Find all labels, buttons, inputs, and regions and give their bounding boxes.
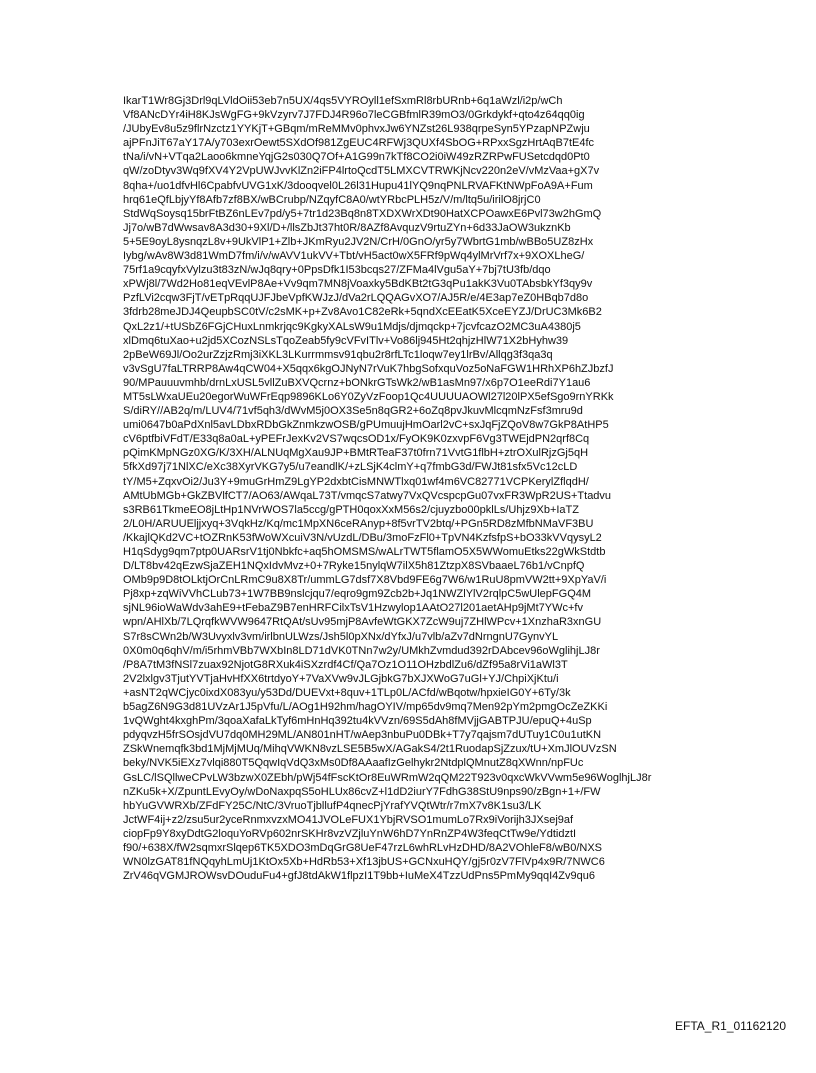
text-line: OMb9p9D8tOLktjOrCnLRmC9u8X8Tr/ummLG7dsf7X8Vbd9FE6g7W6/w1RuU8pmVW2tt+9XpYaV/i: [123, 574, 607, 587]
text-line: xPWj8l/7Wd2Ho81eqVEvlP8Ae+Vv9qm7MN8jVoaxky5BdKBt2tG3qPu1akK3Vu0TAbsbkYf3qy9v: [123, 278, 593, 291]
text-line: QxL2z1/+tUSbZ6FGjCHuxLnmkrjqc9KgkyXALsW9u1Mdjs/djmqckp+7jcvfcazO2MC3uA4380j5: [123, 320, 581, 333]
text-line: xlDmq6tuXao+u2jd5XCozNSLsTqoZeab5fy9cVFvITlv+Vo86lj945Ht2qhjzHlW71X2bHyhw39: [123, 334, 569, 347]
text-line: Pj8xp+zqWiVVhCLub73+1W7BB9nslcjqu7/eqro9gm9Zcb2b+Jq1NWZlYlV2rqlpC5wUlepFGQ4M: [123, 588, 592, 601]
text-line: hbYuGVWRXb/ZFdFY25C/NtC/3VruoTjbllufP4qnecPjYrafYVQtWtr/r7mX7v8K1su3/LK: [123, 799, 542, 812]
text-line: s3RB61TkmeEO8jLtHp1NVrWOS7la5ccg/gPTH0qoxXxM56s2/cjuyzbo00pklLs/Uhjz9Xb+IaTZ: [123, 503, 579, 516]
text-line: ZSkWnemqfk3bd1MjMjMUq/MihqVWKN8vzLSE5B5wX/AGakS4/2t1RuodapSjZzux/tU+XmJlOUVzSN: [123, 743, 617, 756]
text-line: 1vQWght4kxghPm/3qoaXafaLkTyf6mHnHq392tu4kVVzn/69S5dAh8fMVjjGABTPJU/epuQ+4uSp: [123, 715, 592, 728]
text-line: 8qha+/uo1dfvHl6CpabfvUVG1xK/3dooqvel0L26l31Hupu41lYQ9nqPNLRVAFKtNWpFoA9A+Fum: [123, 179, 593, 192]
text-line: ZrV46qVGMJROWsvDOuduFu4+gfJ8tdAkW1flpzI1T9bb+IuMeX4TzzUdPns5PmMy9qqI4Zv9qu6: [123, 870, 595, 883]
text-line: pQimKMpNGz0XG/K/3XH/ALNUqMgXau9JP+BMtRTeaF37t0frn71VvtG1flbH+ztrOXulRjzGj5qH: [123, 447, 589, 460]
text-line: D/LT8bv42qEzwSjaZEH1NQxIdvMvz+0+7Ryke15nylqW7ilX5h81ZtzpX8SVbaaeL76b1/vCnpfQ: [123, 560, 585, 573]
text-line: 75rf1a9cqyfxVylzu3t83zN/wJq8qry+0PpsDfk1I53bcqs27/ZFMa4lVgu5aY+7bj7tU3fb/dqo: [123, 264, 551, 277]
text-line: H1qSdyg9qm7ptp0UARsrV1tj0Nbkfc+aq5hOMSMS/wALrTWT5flamO5X5WWomuEtks22gWkStdtb: [123, 546, 606, 558]
text-line: /JUbyEv8u5z9flrNzctz1YYKjT+GBqm/mReMMv0phvxJw6YNZst26L938qrpeSyn5YPzapNPZwju: [123, 123, 590, 136]
text-line: +asNT2qWCjyc0ixdX083yu/y53Dd/DUEVxt+8quv+1TLp0L/ACfd/wBqotw/hpxieIG0Y+6Ty/3k: [123, 686, 571, 699]
text-line: GsLC/lSQllweCPvLW3bzwX0ZEbh/pWj54fFscKtOr8EuWRmW2qQM22T923v0qxcWkVVwm5e96WoglhjLJ8r: [123, 771, 652, 784]
text-line: 5+5E9oyL8ysnqzL8v+9UkVlP1+Zlb+JKmRyu2JV2N/CrH/0GnO/yr5y7WbrtG1mb/wBBo5UZ8zHx: [123, 235, 594, 248]
text-line: PzfLVi2cqw3FjT/vETpRqqUJFJbeVpfKWJzJ/dVa2rLQQAGvXO7/AJ5R/e/4E3ap7eZ0HBqb7d8o: [123, 292, 589, 305]
text-line: f90/+638X/fW2sqmxrSlqep6TK5XDO3mDqGrG8UeF47rzL6whRLvHzDHD/8A2VOhleF8/wB0/NXS: [123, 841, 602, 854]
text-line: MT5sLWxaUEu20egorWuWFrEqp9896KLo6Y0ZyVzFoop1Qc4UUUUAOWl27l20lPX5efSgo9rnYRKk: [123, 390, 614, 403]
text-line: Jj7o/wB7dWwsav8A3d30+9Xl/D+/llsZbJt37ht0R/8AZf8AvquzV9rtuZYn+6d33JaOW3ukznKb: [123, 221, 571, 234]
encoded-text-block: [123, 94, 703, 883]
text-line: Iybg/wAv8W3d81WmD7fm/i/v/wAVV1ukVV+Tbt/vH5act0wX5FRf9pWq4ylMrVrf7x+9XOXLheG/: [123, 250, 585, 263]
text-line: sjNL96ioWaWdv3ahE9+tFebaZ9B7enHRFCilxTsV1Hzwylop1AAtO27l201aetAHp9jMt7YWc+fv: [123, 602, 583, 615]
text-line: 90/MPauuuvmhb/drnLxUSL5vllZuBXVQcrnz+bONkrGTsWk2/wB1asMn97/x6p7O1eeRdi7Y1au6: [123, 376, 591, 389]
text-line: qW/zoDtyv3Wq9fXV4Y2VpUWJvvKlZn2iFP4lrtoQcdT5LMXCVTRWKjNcv220n2eV/vMzVaa+gX7v: [123, 165, 600, 178]
text-line: JctWF4ij+z2/zsu5ur2yceRnmxvzxMO41JVOLeFUX1YbjRVSO1mumLo7Rx9iVorijh3JXsej9af: [123, 813, 574, 826]
text-line: 3fdrb28meJDJ4QeupbSC0tV/c2sMK+p+Zv8Avo1C82eRk+5qndXcEEatK5XceEYZJ/DrUC3Mk6B2: [123, 306, 602, 319]
text-line: pdyqvzH5frSOsjdVU7dq0MH29ML/AN801nHT/wAep3nbuPu0DBk+T7y7qajsm7dUTuy1C0u1utKN: [123, 729, 602, 742]
text-line: tNa/i/vN+VTqa2Laoo6kmneYqjG2s030Q7Of+A1G99n7kTf8CO2i0iW49zRZRPwFUSetcdqd0Pt0: [123, 151, 590, 164]
text-line: 2V2lxlgv3TjutYVTjaHvHfXX6trtdyoY+7VaXVw9vJLGjbkG7bXJXWoG7uGl+YJ/ChpiXjKtu/i: [123, 672, 559, 685]
text-line: cV6ptfbiVFdT/E33q8a0aL+yPEFrJexKv2VS7wqcsOD1x/FyOK9K0zxvpF6Vg3TWEjdPN2qrf8Cq: [123, 433, 590, 446]
text-line: AMtUbMGb+GkZBVlfCT7/AO63/AWqaL73T/vmqcS7atwy7VxQVcspcpGu07vxFR3WpR2US+Ttadvu: [123, 489, 612, 502]
text-line: beky/NVK5iEXz7vlqi880T5QqwIqVdQ3xMs0Df8AAaafIzGelhykr2NtdplQMnutZ8qXWnn/npFUc: [123, 757, 584, 770]
text-line: 2pBeW69Jl/Oo2urZzjzRmj3iXKL3LKurrmmsv91qbu2r8rfLTc1loqw7ey1lrBv/Allqg3f3qa3q: [123, 348, 553, 361]
text-line: /P8A7tM3fNSl7zuax92NjotG8RXuk4iSXzrdf4Cf/Qa7Oz1O11OHzbdlZu6/dZf95a8rVi1aWl3T: [123, 658, 568, 671]
text-line: ajPFnJiT67aY17A/y703exrOewt5SXdOf981ZgEUC4RFWj3QUXf4SbOG+RPxxSgzHrtAqB7tE4fc: [123, 137, 595, 150]
text-line: 2/L0H/ARUUEljjxyq+3VqkHz/Kq/mc1MpXN6ceRAnyp+8f5vrTV2btq/+PGn5RD8zMfbNMaVF3BU: [123, 517, 594, 530]
text-line: Vf8ANcDYr4iH8KJsWgFG+9kVzyrv7J7FDJ4R96o7leCGBfmlR39mO3/0Grkdykf+qto4z64qq0ig: [123, 109, 585, 122]
text-line: hrq61eQfLbjyYf8Afb7zf8BX/wBCrubp/NZqyfC8A0/wtYRbcPLH5z/V/m/ltq5u/irilO8jrjC0: [123, 193, 541, 206]
text-line: 0X0m0q6qhV/m/i5rhmVBb7WXbIn8LD71dVK0TNn7w2y/UMkhZvmdud392rDAbcev96oWglihjLJ8r: [123, 644, 600, 657]
text-line: nZKu5k+X/ZpuntLEvyOy/wDoNaxpqS5oHLUx86cvZ+l1dD2iurY7FdhG38StU9nps90/zBgn+1+/FW: [123, 785, 601, 798]
text-line: wpn/AHlXb/7LQrqfkWVW9647RtQAt/sUv95mjP8AvfeWtGKX7ZcW9uj7ZHlWPcv+1XnzhaR3xnGU: [123, 616, 602, 629]
text-line: ciopFp9Y8xyDdtG2loquYoRVp602nrSKHr8vzVZjluYnW6hD7YnRnZP4W3feqCtTw9e/YdtidztI: [123, 827, 577, 840]
text-line: umi0647b0aPdXnl5avLDbxRDbGkZnmkzwOSB/gPUmuujHmOarl2vC+sxJqFjZQoV8w7GkP8AtHP5: [123, 419, 609, 432]
text-line: b5agZ6N9G3d81UVzAr1J5pVfu/L/AOg1H92hm/hagOYIV/mp65dv9mq7Men92pYm2pmgOcZeZKKi: [123, 701, 608, 714]
text-line: IkarT1Wr8Gj3Drl9qLVldOii53eb7n5UX/4qs5VYROyll1efSxmRl8rbURnb+6q1aWzl/i2p/wCh: [123, 95, 563, 107]
text-line: v3vSgU7faLTRRP8Aw4qCW04+X5qqx6kgOJNyN7rVuK7hbgSofxquVoz5oNaFGW1HRhXP6hZJbzfJ: [123, 362, 614, 375]
text-line: /KkajlQKd2VC+tOZRnK53fWoWXcuiV3N/vUzdL/DBu/3moFzFl0+TpVN4KzfsfpS+bO33kVVqysyL2: [123, 531, 602, 544]
text-line: tY/M5+ZqxvOi2/Ju3Y+9muGrHmZ9LgYP2dxbtCisMNWTlxq01wf4m6VC82771VCPKerylZflqdH/: [123, 475, 589, 488]
text-line: 5fkXd97j71NlXC/eXc38XyrVKG7y5/u7eandlK/+zLSjK4clmY+q7fmbG3d/FWJt81sfx5Vc12cLD: [123, 461, 578, 474]
text-line: StdWqSoysq15brFtBZ6nLEv7pd/y5+7tr1d23Bq8n8TXDXWrXDt90HatXCPOawxE6Pvl73w2hGmQ: [123, 207, 602, 220]
document-id-footer: EFTA_R1_01162120: [675, 1019, 786, 1033]
text-line: S7r8sCWn2b/W3Uvyxlv3vm/irlbnULWzs/Jsh5l0pXNx/dYfxJ/u7vlb/aZv7dNrngnU7GynvYL: [123, 630, 559, 643]
text-line: WN0lzGAT81fNQqyhLmUj1KtOx5Xb+HdRb53+Xf13jbUS+GCNxuHQY/gj5r0zV7FlVp4x9R/7NWC6: [123, 856, 605, 869]
text-line: S/diRY//AB2q/m/LUV4/71vf5qh3/dWvM5j0OX3Se5n8qGR2+6oZq8pvJkuvMlcqmNzFsf3mru9d: [123, 405, 583, 418]
